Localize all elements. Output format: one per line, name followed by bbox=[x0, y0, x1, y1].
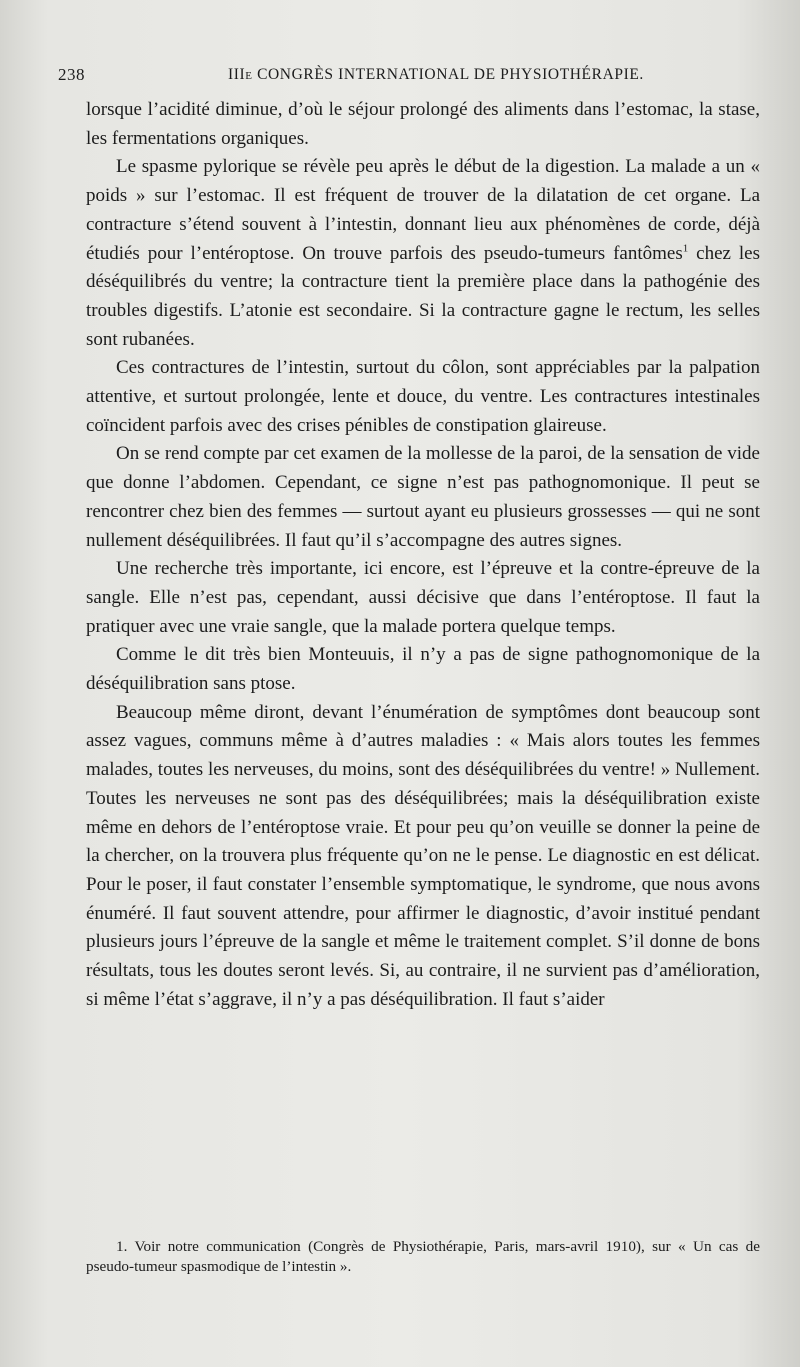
footnote-reference[interactable]: 1 bbox=[682, 242, 689, 255]
page-header bbox=[58, 62, 764, 90]
paragraph-continuation: lorsque l’acidité diminue, d’où le séjour prolongé des aliments dans l’estomac, la stase, les fermentations organiques. bbox=[86, 99, 760, 149]
paragraph-text: Le spasme pylorique se révèle peu après le début de la digestion. La malade a un « poids » sur l’estomac. Il est fréquent de trouver de la dilatation de cet organe. La contracture s’étend souvent à l’intestin, donnant lieu aux phénomènes de corde, déjà étudiés pour l’entéroptose. On trouve parfois des pseudo-tumeurs fantômes bbox=[86, 156, 760, 264]
paragraph-diagnosis: Beaucoup même diront, devant l’énumération de symptômes dont beaucoup sont assez vagues, communs même à d’autres maladies : « Mais alors toutes les femmes malades, toutes les nerveuses, du moins, sont des déséquilibrées du ventre! » Nullement. Toutes les nerveuses ne sont pas des déséquilibrées; mais la déséquilibration existe même en dehors de l’entéroptose vraie. Et pour peu qu’on veuille se donner la peine de la chercher, on la trouvera plus fréquente qu’on ne le pense. Le diagnostic en est délicat. Pour le poser, il faut constater l’ensemble symptomatique, le syndrome, que nous avons énuméré. Il faut souvent attendre, pour affirmer le diagnostic, d’avoir institué pendant plusieurs jours l’épreuve de la sangle et même le traitement complet. S’il donne de bons résultats, tous les doutes seront levés. Si, au contraire, il ne survient pas d’amélioration, si même l’état s’aggrave, il n’y a pas déséquilibration. Il faut s’aider bbox=[86, 701, 760, 1010]
footnote bbox=[86, 1237, 760, 1277]
paragraph-text: chez les déséquilibrés du ventre; la contracture tient la première place dans la pathogénie des troubles digestifs. L’atonie est secondaire. Si la contracture gagne le rectum, les selles sont rubanées. bbox=[86, 242, 760, 350]
paragraph-monteuuis: Comme le dit très bien Monteuuis, il n’y a pas de signe pathognomonique de la déséquilibration sans ptose. bbox=[86, 644, 760, 695]
paragraph-examination: On se rend compte par cet examen de la mollesse de la paroi, de la sensation de vide que donne l’abdomen. Cependant, ce signe n’est pas pathognomonique. Il peut se rencontrer chez bien des femmes — surtout ayant eu plusieurs grossesses — qui ne sont nullement déséquilibrées. Il faut qu’il s’accompagne des autres signes. bbox=[86, 443, 760, 551]
paragraph-intestinal-contractures: Ces contractures de l’intestin, surtout du côlon, sont appréciables par la palpation attentive, et surtout prolongée, lente et douce, du ventre. Les contractures intestinales coïncident parfois avec des crises pénibles de constipation glaireuse. bbox=[86, 357, 760, 436]
running-title: IIIe CONGRÈS INTERNATIONAL DE PHYSIOTHÉRAPIE. bbox=[228, 66, 644, 83]
page-number: 238 bbox=[58, 65, 85, 84]
footnote-text: 1. Voir notre communication (Congrès de Physiothérapie, Paris, mars-avril 1910), sur « Un cas de pseudo-tumeur spasmodique de l’intestin ». bbox=[86, 1238, 760, 1275]
paragraph-belt-test: Une recherche très importante, ici encore, est l’épreuve et la contre-épreuve de la sangle. Elle n’est pas, cependant, aussi décisive que dans l’entéroptose. Il faut la pratiquer avec une vraie sangle, que la malade portera quelque temps. bbox=[86, 558, 760, 637]
body-text bbox=[86, 96, 760, 1015]
paragraph-pyloric-spasm bbox=[86, 153, 760, 354]
